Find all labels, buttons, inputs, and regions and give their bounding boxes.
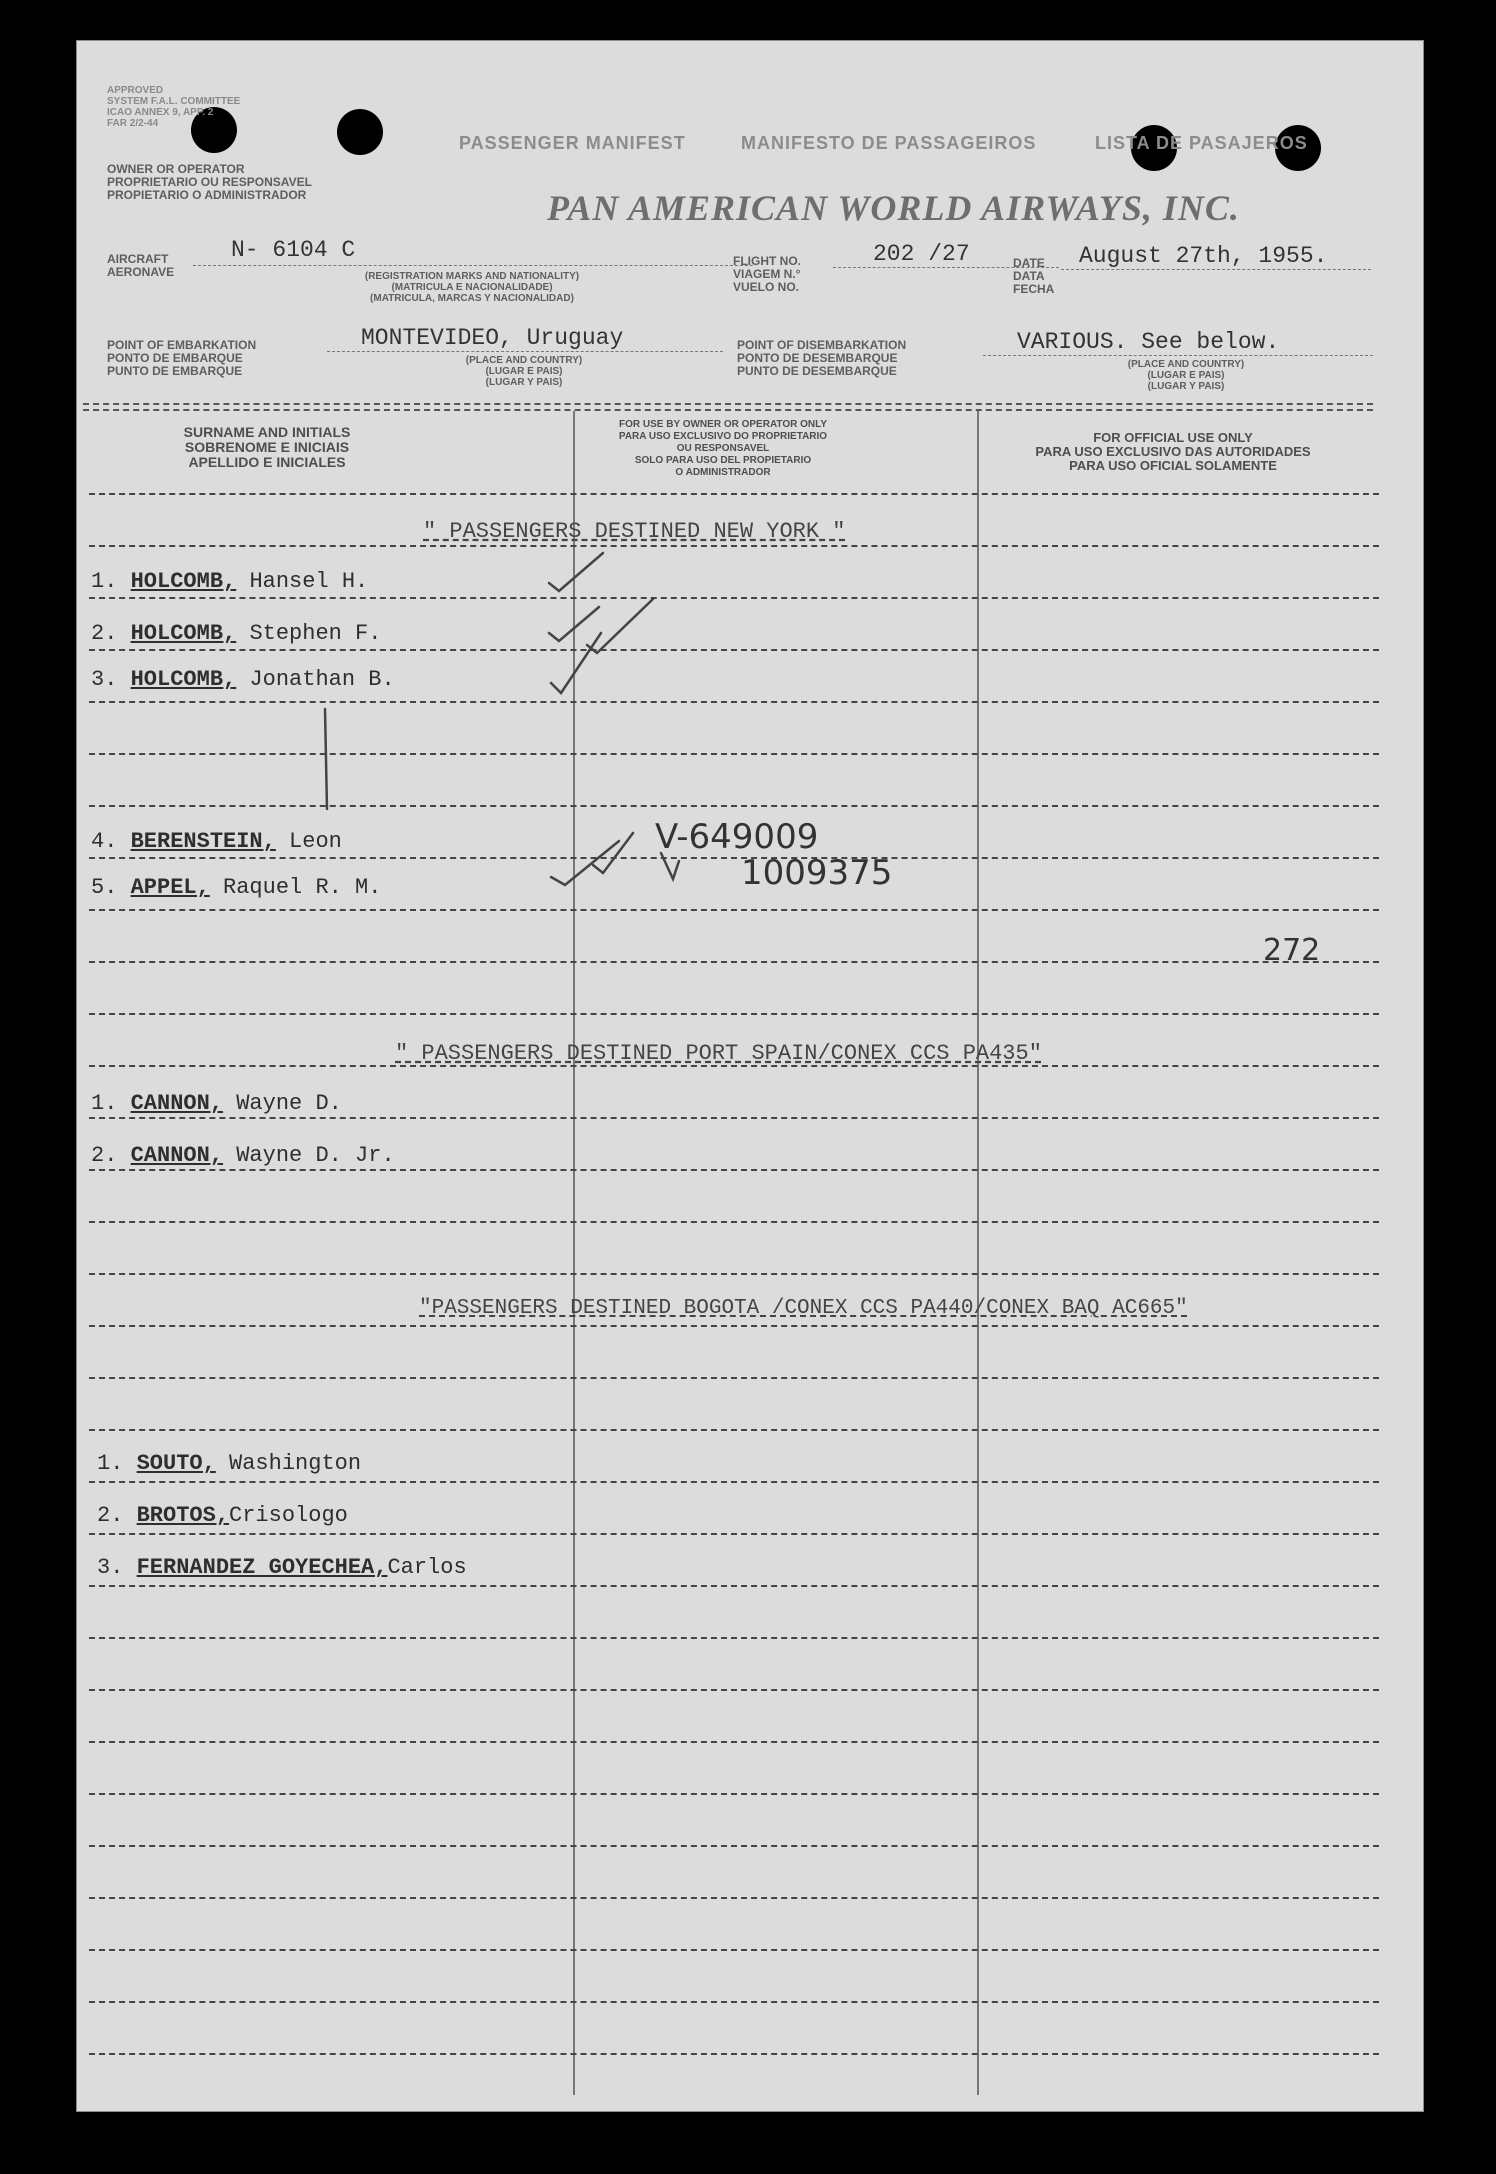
title-portuguese: MANIFESTO DE PASSAGEIROS bbox=[741, 133, 1037, 153]
passenger-given-name: Jonathan B. bbox=[249, 667, 395, 692]
passenger-given-name: Wayne D. Jr. bbox=[236, 1143, 395, 1168]
passenger-surname: FERNANDEZ GOYECHEA, bbox=[136, 1555, 388, 1580]
check-mark bbox=[661, 853, 679, 879]
embarkation-sublabel: (PLACE AND COUNTRY) (LUGAR E PAIS) (LUGAR Y PAIS) bbox=[465, 355, 583, 388]
passenger-number: 5. bbox=[91, 875, 118, 900]
disembarkation-point: VARIOUS. See below. bbox=[1017, 329, 1280, 355]
section-heading: "PASSENGERS DESTINED BOGOTA /CONEX CCS PA440/CONEX BAQ AC665" bbox=[419, 1297, 1188, 1320]
passenger-given-name: Raquel R. M. bbox=[223, 875, 382, 900]
passenger-number: 1. bbox=[97, 1451, 124, 1476]
passenger-surname: HOLCOMB, bbox=[130, 569, 237, 594]
passenger-surname: CANNON, bbox=[130, 1143, 224, 1168]
disembarkation-sublabel: (PLACE AND COUNTRY) (LUGAR E PAIS) (LUGAR Y PAIS) bbox=[1127, 359, 1245, 392]
approval-block: APPROVED SYSTEM F.A.L. COMMITTEE ICAO ANNEX 9, APP. 2 FAR 2/2-44 bbox=[107, 85, 241, 129]
passenger-number: 4. bbox=[91, 829, 118, 854]
section-heading: " PASSENGERS DESTINED PORT SPAIN/CONEX CCS PA435" bbox=[395, 1041, 1042, 1066]
title-english: PASSENGER MANIFEST bbox=[459, 133, 686, 153]
passenger-number: 1. bbox=[91, 1091, 118, 1116]
passenger-surname: CANNON, bbox=[130, 1091, 224, 1116]
column-official-use-header: FOR OFFICIAL USE ONLY PARA USO EXCLUSIVO DAS AUTORIDADES PARA USO OFICIAL SOLAMENTE bbox=[1035, 430, 1311, 473]
passenger-surname: APPEL, bbox=[130, 875, 210, 900]
passenger-surname: HOLCOMB, bbox=[130, 621, 237, 646]
passenger-given-name: Hansel H. bbox=[249, 569, 369, 594]
passenger-number: 2. bbox=[97, 1503, 124, 1528]
handwritten-doc-number: V-649009 bbox=[655, 817, 819, 857]
passenger-number: 3. bbox=[91, 667, 118, 692]
pen-line bbox=[325, 709, 327, 809]
date-label: DATE DATA FECHA bbox=[1013, 256, 1055, 296]
check-mark bbox=[549, 553, 603, 591]
flight-number: 202 /27 bbox=[873, 241, 970, 267]
passenger-surname: BROTOS, bbox=[136, 1503, 230, 1528]
disembarkation-label: POINT OF DISEMBARKATION PONTO DE DESEMBARQUE PUNTO DE DESEMBARQUE bbox=[737, 338, 907, 378]
embarkation-label: POINT OF EMBARKATION PONTO DE EMBARQUE PUNTO DE EMBARQUE bbox=[107, 338, 257, 378]
passenger-given-name: Wayne D. bbox=[236, 1091, 342, 1116]
flight-label: FLIGHT NO. VIAGEM N.° VUELO NO. bbox=[733, 254, 801, 294]
passenger-given-name: Stephen F. bbox=[249, 621, 382, 646]
passenger-number: 3. bbox=[97, 1555, 124, 1580]
section-heading: " PASSENGERS DESTINED NEW YORK " bbox=[423, 519, 846, 544]
passenger-given-name: Carlos bbox=[387, 1555, 467, 1580]
passenger-surname: SOUTO, bbox=[136, 1451, 216, 1476]
passenger-surname: HOLCOMB, bbox=[130, 667, 237, 692]
check-mark bbox=[593, 833, 633, 873]
embarkation-point: MONTEVIDEO, Uruguay bbox=[361, 325, 624, 351]
company-name: PAN AMERICAN WORLD AIRWAYS, INC. bbox=[547, 188, 1240, 228]
passenger-given-name: Washington bbox=[229, 1451, 362, 1476]
handwritten-doc-number: 1009375 bbox=[741, 853, 893, 893]
passenger-number: 2. bbox=[91, 1143, 118, 1168]
passenger-given-name: Crisologo bbox=[229, 1503, 348, 1528]
handwritten-check-marks bbox=[77, 41, 1423, 2111]
manifest-sheet bbox=[76, 40, 1424, 2112]
title-spanish: LISTA DE PASAJEROS bbox=[1095, 133, 1308, 153]
passenger-number: 1. bbox=[91, 569, 118, 594]
owner-label: OWNER OR OPERATOR PROPRIETARIO OU RESPONSAVEL PROPIETARIO O ADMINISTRADOR bbox=[107, 162, 312, 202]
aircraft-registration: N- 6104 C bbox=[231, 237, 356, 263]
column-surname-header: SURNAME AND INITIALS SOBRENOME E INICIAIS APELLIDO E INICIALES bbox=[183, 424, 351, 470]
aircraft-sublabel: (REGISTRATION MARKS AND NATIONALITY) (MATRICULA E NACIONALIDADE) (MATRICULA, MARCAS Y NACIONALIDAD) bbox=[364, 271, 580, 304]
flight-date: August 27th, 1955. bbox=[1079, 243, 1328, 269]
check-mark bbox=[551, 841, 619, 885]
check-mark bbox=[587, 599, 653, 653]
passenger-given-name: Leon bbox=[289, 829, 342, 854]
passenger-surname: BERENSTEIN, bbox=[130, 829, 276, 854]
check-mark bbox=[549, 607, 599, 641]
aircraft-label: AIRCRAFT AERONAVE bbox=[107, 252, 175, 279]
column-owner-use-header: FOR USE BY OWNER OR OPERATOR ONLY PARA USO EXCLUSIVO DO PROPRIETARIO OU RESPONSAVEL SOLO PARA USO DEL PROPIETARIO O ADMINISTRADOR bbox=[618, 419, 828, 478]
handwritten-official-note: 272 bbox=[1263, 933, 1321, 968]
passenger-number: 2. bbox=[91, 621, 118, 646]
